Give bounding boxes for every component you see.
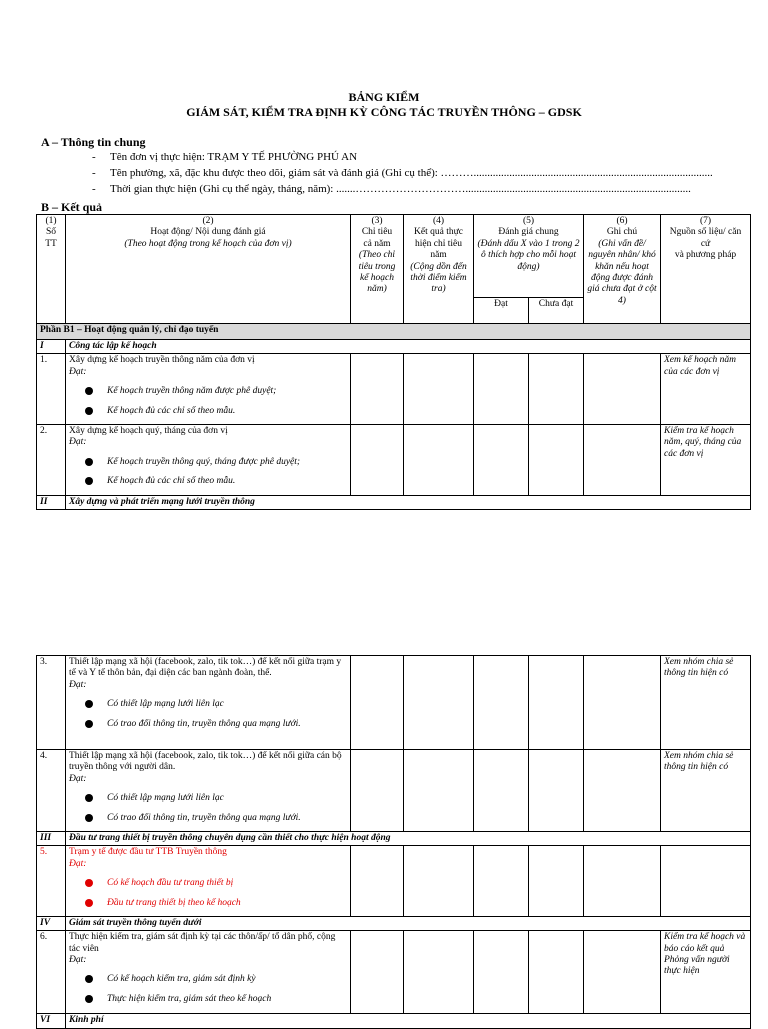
table-row (37, 424, 751, 495)
section-number: I (37, 340, 66, 354)
table-row (37, 354, 751, 425)
info-unit-name: - Tên đơn vị thực hiện: TRẠM Y TẾ PHƯỜNG PHÚ AN (92, 151, 358, 163)
col-header-notes: (6) Ghi chú (Ghi vấn đề/ nguyên nhân/ khó khăn nếu hoạt động được đánh giá chưa đạt ở cột 4) (584, 215, 661, 324)
cell-target[interactable] (351, 424, 404, 495)
col-header-stt: (1) Số TT (37, 215, 66, 324)
section-number: VI (37, 1014, 66, 1028)
document-title: BẢNG KIỂM (348, 90, 420, 104)
list-item: Có kế hoạch kiểm tra, giám sát định kỳ (69, 974, 347, 985)
cell-target[interactable] (351, 750, 404, 832)
cell-fail[interactable] (529, 750, 584, 832)
cell-pass[interactable] (474, 931, 529, 1014)
section-title: Giám sát truyền thông tuyến dưới (66, 916, 751, 930)
row-source: Kiểm tra kế hoạch và báo cáo kết quả Phỏng vấn người thực hiện (661, 931, 751, 1014)
section-number: II (37, 495, 66, 509)
row-activity: Thiết lập mạng xã hội (facebook, zalo, tik tok…) để kết nối giữa cán bộ truyền thông với người dân. Đạt: Có thiết lập mạng lưới liên lạc Có trao đổi thông tin, truyền thông qua mạng lưới. (66, 750, 351, 832)
cell-target[interactable] (351, 354, 404, 425)
row-activity: Xây dựng kế hoạch truyền thông năm của đơn vị Đạt: Kế hoạch truyền thông năm được phê duyệt; Kế hoạch đủ các chỉ số theo mẫu. (66, 354, 351, 425)
list-item: Kế hoạch truyền thông năm được phê duyệt; (69, 386, 347, 397)
cell-result[interactable] (404, 931, 474, 1014)
cell-result[interactable] (404, 424, 474, 495)
section-a-heading: A – Thông tin chung (41, 135, 146, 149)
list-item: Đầu tư trang thiết bị theo kế hoạch (69, 898, 347, 909)
cell-result[interactable] (404, 750, 474, 832)
cell-notes[interactable] (584, 656, 661, 750)
col-header-evaluation: (5) Đánh giá chung (Đánh dấu X vào 1 trong 2 ô thích hợp cho mỗi hoạt động) (474, 215, 584, 298)
row-number: 2. (37, 424, 66, 495)
cell-target[interactable] (351, 931, 404, 1014)
row-source: Kiểm tra kế hoạch năm, quý, tháng của các đơn vị (661, 424, 751, 495)
cell-pass[interactable] (474, 656, 529, 750)
cell-pass[interactable] (474, 354, 529, 425)
section-title: Xây dựng và phát triển mạng lưới truyền thông (66, 495, 751, 509)
row-number: 4. (37, 750, 66, 832)
row-number: 5. (37, 846, 66, 917)
row-activity: Trạm y tế được đầu tư TTB Truyền thông Đạt: Có kế hoạch đầu tư trang thiết bị Đầu tư trang thiết bị theo kế hoạch (66, 846, 351, 917)
list-item: Có trao đổi thông tin, truyền thông qua mạng lưới. (69, 719, 347, 730)
list-item: Kế hoạch đủ các chỉ số theo mẫu. (69, 476, 347, 487)
section-title: Kinh phí (66, 1014, 751, 1028)
section-title: Công tác lập kế hoạch (66, 340, 751, 354)
list-item: Có thiết lập mạng lưới liên lạc (69, 793, 347, 804)
cell-fail[interactable] (529, 424, 584, 495)
document-subtitle: GIÁM SÁT, KIỂM TRA ĐỊNH KỲ CÔNG TÁC TRUYỀN THÔNG – GDSK (186, 105, 582, 119)
row-number: 1. (37, 354, 66, 425)
cell-fail[interactable] (529, 931, 584, 1014)
cell-result[interactable] (404, 656, 474, 750)
results-table-page1 (36, 214, 751, 510)
cell-fail[interactable] (529, 354, 584, 425)
cell-pass[interactable] (474, 846, 529, 917)
cell-target[interactable] (351, 656, 404, 750)
section-number: IV (37, 916, 66, 930)
cell-fail[interactable] (529, 656, 584, 750)
cell-result[interactable] (404, 846, 474, 917)
row-number: 6. (37, 931, 66, 1014)
cell-pass[interactable] (474, 750, 529, 832)
col-header-pass: Đạt (474, 298, 529, 324)
col-header-result: (4) Kết quả thực hiện chỉ tiêu năm (Cộng dồn đến thời điểm kiểm tra) (404, 215, 474, 324)
list-item: Kế hoạch đủ các chỉ số theo mẫu. (69, 406, 347, 417)
section-number: III (37, 831, 66, 845)
col-header-activity: (2) Hoạt động/ Nội dung đánh giá (Theo hoạt động trong kế hoạch của đơn vị) (66, 215, 351, 324)
row-source: Xem nhóm chia sẻ thông tin hiện có (661, 656, 751, 750)
cell-notes[interactable] (584, 424, 661, 495)
list-item: Có trao đổi thông tin, truyền thông qua mạng lưới. (69, 813, 347, 824)
cell-target[interactable] (351, 846, 404, 917)
table-row (37, 656, 751, 750)
cell-notes[interactable] (584, 931, 661, 1014)
row-source: Xem nhóm chia sẻ thông tin hiện có (661, 750, 751, 832)
cell-notes[interactable] (584, 846, 661, 917)
list-item: Có kế hoạch đầu tư trang thiết bị (69, 878, 347, 889)
results-table-page2 (36, 655, 751, 1029)
cell-pass[interactable] (474, 424, 529, 495)
info-ward-name: - Tên phường, xã, đặc khu được theo dõi, giám sát và đánh giá (Ghi cụ thể): ………....................................................................................... (92, 167, 713, 179)
cell-notes[interactable] (584, 750, 661, 832)
list-item: Thực hiện kiểm tra, giám sát theo kế hoạch (69, 994, 347, 1005)
table-row (37, 846, 751, 917)
row-number: 3. (37, 656, 66, 750)
cell-fail[interactable] (529, 846, 584, 917)
row-source (661, 846, 751, 917)
list-item: Kế hoạch truyền thông quý, tháng được phê duyệt; (69, 457, 347, 468)
section-title: Đầu tư trang thiết bị truyền thông chuyên dụng cần thiết cho thực hiện hoạt động (66, 831, 751, 845)
info-time: - Thời gian thực hiện (Ghi cụ thể ngày, tháng, năm): .......………………………….................................................................................. (92, 183, 691, 195)
part-b1-heading: Phần B1 – Hoạt động quản lý, chỉ đạo tuyến (37, 324, 751, 340)
col-header-source: (7) Nguồn số liệu/ căn cứ và phương pháp (661, 215, 751, 324)
table-row (37, 750, 751, 832)
table-row (37, 931, 751, 1014)
row-activity: Xây dựng kế hoạch quý, tháng của đơn vị Đạt: Kế hoạch truyền thông quý, tháng được phê duyệt; Kế hoạch đủ các chỉ số theo mẫu. (66, 424, 351, 495)
row-activity: Thiết lập mạng xã hội (facebook, zalo, tik tok…) để kết nối giữa trạm y tế và Y tế thôn bản, đại diện các ban ngành đoàn, thể. Đạt: Có thiết lập mạng lưới liên lạc Có trao đổi thông tin, truyền thông qua mạng lưới. (66, 656, 351, 750)
cell-notes[interactable] (584, 354, 661, 425)
list-item: Có thiết lập mạng lưới liên lạc (69, 699, 347, 710)
section-b-heading: B – Kết quả (41, 200, 103, 214)
col-header-target: (3) Chỉ tiêu cả năm (Theo chỉ tiêu trong kế hoạch năm) (351, 215, 404, 324)
row-activity: Thực hiện kiểm tra, giám sát định kỳ tại các thôn/ấp/ tổ dân phố, cộng tác viên Đạt: Có kế hoạch kiểm tra, giám sát định kỳ Thực hiện kiểm tra, giám sát theo kế hoạch (66, 931, 351, 1014)
col-header-fail: Chưa đạt (529, 298, 584, 324)
cell-result[interactable] (404, 354, 474, 425)
row-source: Xem kế hoạch năm của các đơn vị (661, 354, 751, 425)
